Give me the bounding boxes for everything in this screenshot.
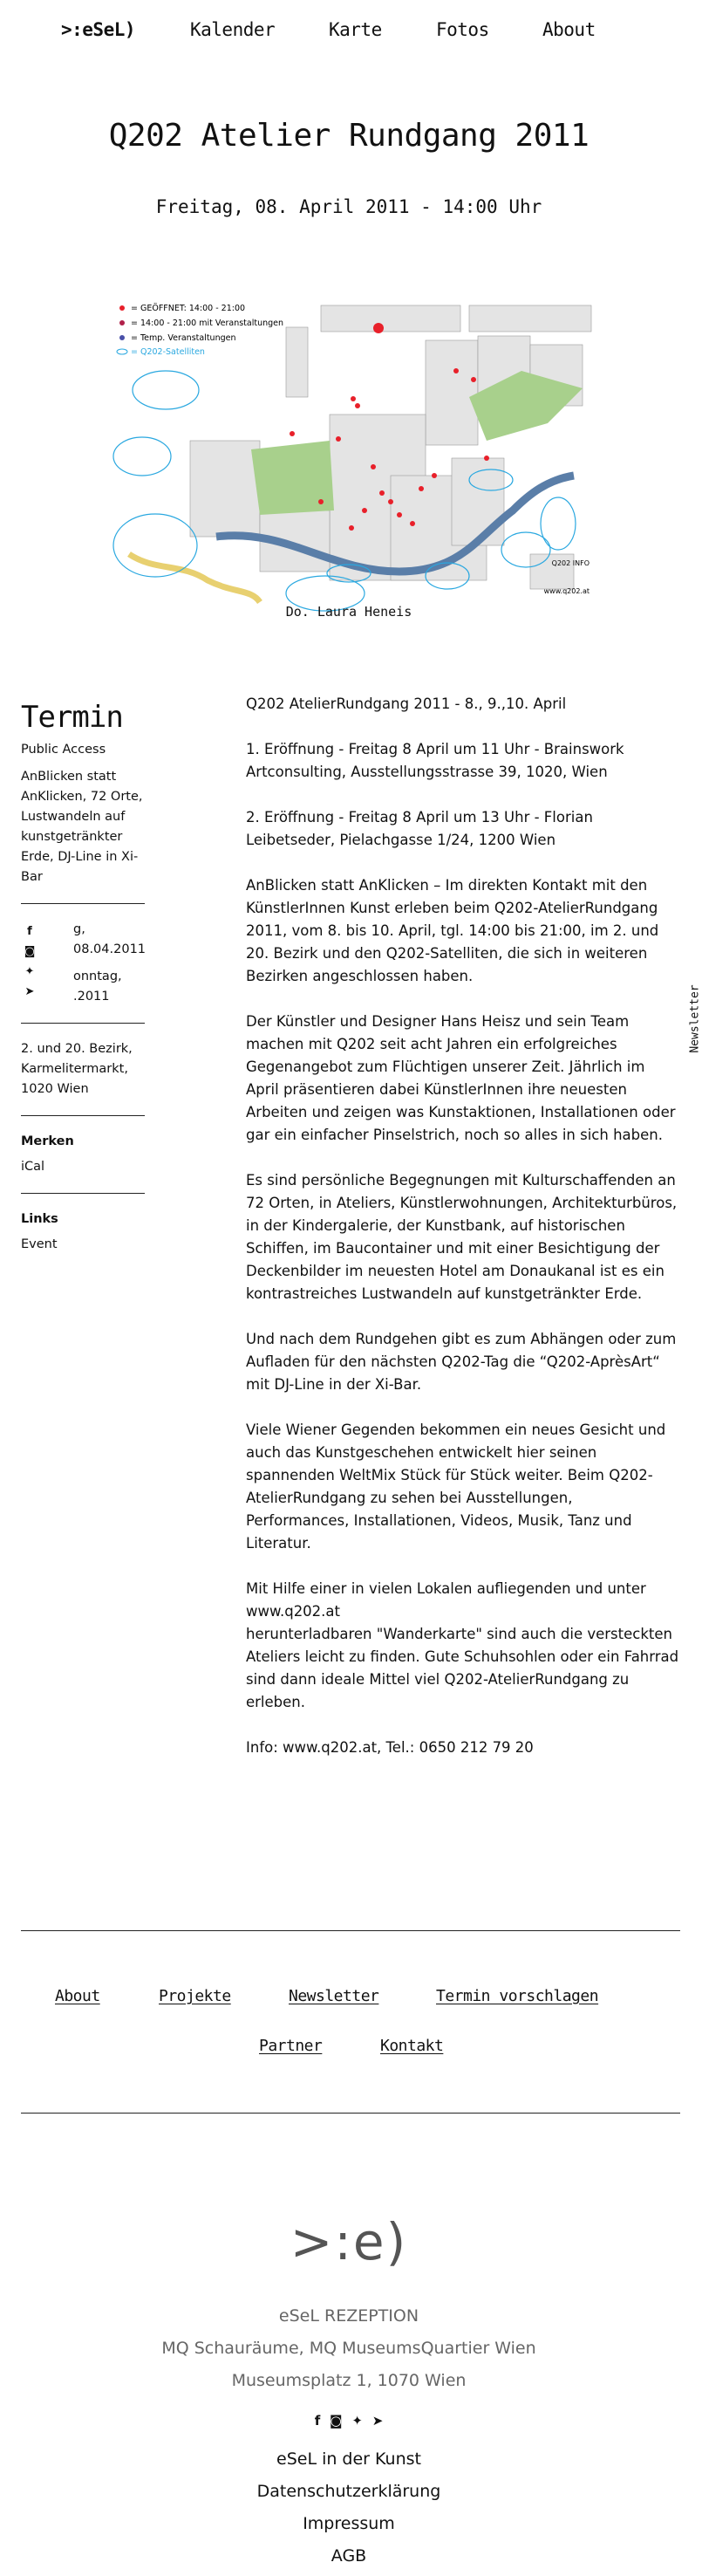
merken-heading: Merken [21,1134,74,1148]
logo-link[interactable]: >:eSeL) [61,19,136,40]
legend-open: = GEÖFFNET: 14:00 - 21:00 [131,304,246,313]
facebook-icon[interactable]: f [27,925,32,938]
sidebar [21,698,145,1262]
divider [21,1193,145,1194]
telegram-icon[interactable]: ➤ [24,985,35,998]
paragraph: Es sind persönliche Begegnungen mit Kulturschaffenden an 72 Orten, in Ateliers, Künstlerwohnungen, Architekturbüros, in der Kindergalerie, der Kunstbank, auf historischen Schiffen, im Baucontainer und mit einer Besichtigung der Deckenbilder im neuesten Hotel am Donaukanal ist es ein kontrastreiches Lustwandeln auf kunstgetränkter Erde. [246,1172,678,1302]
newsletter-tab[interactable]: Newsletter [688,984,702,1053]
paragraph: Und nach dem Rundgehen gibt es zum Abhängen oder zum Aufladen für den nächsten Q202-Tag die “Q202-AprèsArt“ mit DJ-Line in der Xi-Bar. [246,1331,677,1393]
footer-link-newsletter[interactable]: Newsletter [289,1987,379,2005]
footer-link-termin-vorschlagen[interactable]: Termin vorschlagen [436,1987,599,2005]
divider [21,1115,145,1116]
footer-address-2: Museumsplatz 1, 1070 Wien [231,2371,467,2390]
legend-dot-temp [119,335,125,340]
paragraph: AnBlicken statt AnKlicken – Im direkten Kontakt mit den KünstlerInnen Kunst erleben beim Q202-AtelierRundgang 2011, vom 8. bis 10. April, tgl. 14:00 bis 21:00, im 2. und 20. Bezirk und den Q202-Satelliten, die sich in weiteren Bezirken angeschlossen haben. [246,877,659,984]
divider [21,1023,145,1024]
sidebar-heading: Termin [21,700,123,735]
nav-kalender[interactable]: Kalender [190,19,276,40]
footer-link-esel-in-der-kunst[interactable]: eSeL in der Kunst [276,2449,421,2469]
map-info-title: Q202 INFO [551,559,590,567]
telegram-icon[interactable]: ➤ [371,2413,384,2429]
footer-org: eSeL REZEPTION [278,2306,419,2326]
info-line: Info: www.q202.at, Tel.: 0650 212 79 20 [246,1739,534,1756]
paragraph: Q202 AtelierRundgang 2011 - 8., 9.,10. April [246,695,567,712]
twitter-icon[interactable]: ✦ [24,965,35,978]
event-location: 2. und 20. Bezirk, Karmelitermarkt, 1020 Wien [21,1042,133,1096]
social-share [21,921,38,1002]
paragraph: Viele Wiener Gegenden bekommen ein neues Gesicht und auch das Kunstgeschehen entwickelt hier seinen spannenden WeltMix Stück für Stück weiter. Beim Q202-AtelierRundgang zu sehen bei Ausstellungen, Performances, Installationen, Videos, Musik, Tanz und Literatur. [246,1422,666,1552]
footer-divider-bottom [21,2113,680,2114]
map-info-url: www.q202.at [543,587,590,595]
instagram-icon[interactable]: ◙ [330,2413,343,2429]
nav-about[interactable]: About [542,19,596,40]
event-summary: AnBlicken statt AnKlicken, 72 Orte, Lustwandeln auf kunstgetränkter Erde, DJ-Line in Xi-Bar [21,770,143,884]
nav-fotos[interactable]: Fotos [436,19,489,40]
footer-link-partner[interactable]: Partner [259,2037,323,2055]
paragraph: 2. Eröffnung - Freitag 8 April um 13 Uhr - Florian Leibetseder, Pielachgasse 1/24, 1200 Wien [246,809,593,848]
event-date: Freitag, 08. April 2011 - 14:00 Uhr [155,196,542,217]
footer-divider-top [21,1930,680,1931]
legend-dot-open [119,305,125,311]
instagram-icon[interactable]: ◙ [24,945,36,958]
footer-link-datenschutz[interactable]: Datenschutzerklärung [256,2482,441,2501]
event-category: Public Access [21,743,106,757]
footer-link-projekte[interactable]: Projekte [159,1987,231,2005]
footer-social [0,2413,698,2429]
footer-address-1: MQ Schauräume, MQ MuseumsQuartier Wien [161,2339,536,2358]
footer-link-agb[interactable]: AGB [331,2546,367,2566]
image-caption: Do. Laura Heneis [285,604,412,620]
links-heading: Links [21,1212,58,1226]
legend-events: = 14:00 - 21:00 mit Veranstaltungen [131,319,284,328]
legend-dot-events [119,320,125,325]
twitter-icon[interactable]: ✦ [351,2413,363,2429]
paragraph: 1. Eröffnung - Freitag 8 April um 11 Uhr - Brainswork Artconsulting, Ausstellungsstrasse 39, 1020, Wien [246,741,624,780]
event-link[interactable]: Event [21,1237,58,1251]
footer-link-kontakt[interactable]: Kontakt [380,2037,444,2055]
date-end-1: onntag, [73,969,122,983]
divider [21,903,145,904]
legend-temp: = Temp. Veranstaltungen [131,333,236,343]
footer-link-about[interactable]: About [55,1987,100,2005]
event-map-image[interactable] [112,292,596,602]
footer-link-impressum[interactable]: Impressum [303,2514,395,2533]
legend-satellite: = Q202-Satelliten [131,347,205,357]
event-description [246,693,680,1782]
ical-link[interactable]: iCal [21,1160,45,1174]
paragraph: Der Künstler und Designer Hans Heisz und sein Team machen mit Q202 seit acht Jahren ein erfolgreiches Gegenangebot zum Flüchtigen unserer Zeit. Jährlich im April präsentieren dabei KünstlerInnen ihre neuesten Arbeiten und zeigen was Kunstaktionen, Installationen oder gar ein einfacher Pinselstrich, noch so alles in sich haben. [246,1013,676,1143]
date-end-2: .2011 [73,990,110,1004]
paragraph: herunterladbaren "Wanderkarte" sind auch die versteckten Ateliers leicht zu finden. Gute Schuhsohlen oder ein Fahrrad sind dann ideale Mittel viel Q202-AtelierRundgang zu erleben. [246,1626,679,1710]
facebook-icon[interactable]: f [314,2413,321,2429]
nav-karte[interactable]: Karte [329,19,382,40]
event-dates [21,920,145,1007]
paragraph: Mit Hilfe einer in vielen Lokalen aufliegenden und unter www.q202.at [246,1580,646,1620]
page-title: Q202 Atelier Rundgang 2011 [108,118,590,154]
footer-logo: >:e) [290,2212,408,2271]
date-start: g, 08.04.2011 [73,922,147,956]
